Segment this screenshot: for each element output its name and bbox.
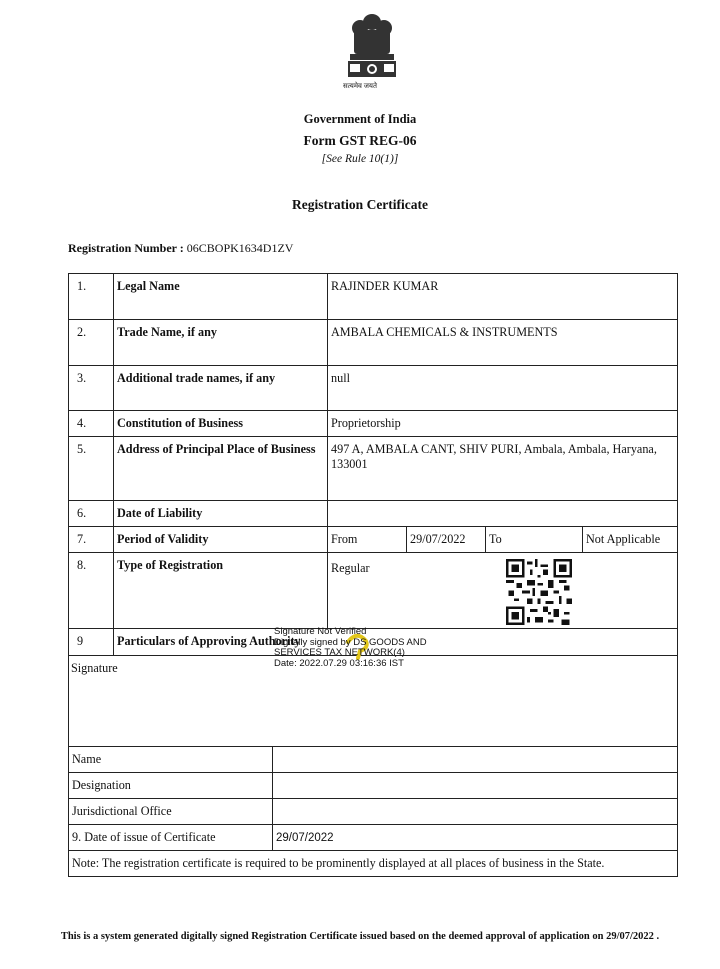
row-number: 5. — [69, 437, 114, 501]
row-value — [328, 501, 678, 527]
table-row — [69, 411, 678, 437]
row-label: Type of Registration — [114, 553, 328, 629]
row-label: Legal Name — [114, 274, 328, 320]
government-title: Government of India — [303, 112, 417, 126]
registration-number-value: 06CBOPK1634D1ZV — [186, 241, 294, 255]
row-value: 497 A, AMBALA CANT, SHIV PURI, Ambala, Ambala, Haryana, 133001 — [328, 437, 678, 501]
table-row — [69, 501, 678, 527]
table-row — [69, 799, 678, 825]
table-row — [69, 366, 678, 411]
signature-signer-org: SERVICES TAX NETWORK(4) — [274, 647, 405, 658]
authority-value — [273, 773, 678, 799]
signature-label: Signature — [71, 661, 118, 675]
row-label: Period of Validity — [114, 527, 328, 553]
signature-box — [68, 656, 678, 747]
row-label: Address of Principal Place of Business — [114, 437, 328, 501]
table-row — [69, 825, 678, 851]
registration-number — [68, 241, 293, 256]
signature-status: Signature Not Verified — [274, 626, 367, 637]
row-number: 1. — [69, 274, 114, 320]
authority-value: 29/07/2022 — [273, 825, 678, 851]
authority-label: Jurisdictional Office — [69, 799, 273, 825]
table-row — [69, 437, 678, 501]
table-row — [69, 851, 678, 877]
authority-value — [273, 799, 678, 825]
row-number: 7. — [69, 527, 114, 553]
table-row — [69, 773, 678, 799]
digital-signature-stamp — [274, 627, 427, 669]
row-value: RAJINDER KUMAR — [328, 274, 678, 320]
registration-details-table — [68, 273, 678, 656]
table-row — [69, 747, 678, 773]
row-number: 6. — [69, 501, 114, 527]
validity-to-label: To — [486, 527, 583, 553]
certificate-title: Registration Certificate — [291, 197, 429, 212]
authority-label: 9. Date of issue of Certificate — [69, 825, 273, 851]
form-title: Form GST REG-06 — [303, 133, 417, 148]
qr-code-icon — [506, 559, 572, 625]
row-label: Trade Name, if any — [114, 320, 328, 366]
row-label: Additional trade names, if any — [114, 366, 328, 411]
row-number: 8. — [69, 553, 114, 629]
footer-statement: This is a system generated digitally signed Registration Certificate issued based on the deemed approval of application on 29/07/2022 . — [60, 931, 660, 942]
row-value: null — [328, 366, 678, 411]
row-label: Constitution of Business — [114, 411, 328, 437]
row-value: Regular — [328, 553, 678, 629]
emblem-motto: सत्यमेव जयते — [343, 82, 377, 90]
rule-reference: [See Rule 10(1)] — [321, 153, 399, 165]
authority-value — [273, 747, 678, 773]
row-number: 9 — [69, 629, 114, 656]
validity-from-date: 29/07/2022 — [407, 527, 486, 553]
authority-table — [68, 746, 678, 877]
signature-signer: Digitally signed by DS GOODS AND — [274, 636, 427, 648]
row-value: AMBALA CHEMICALS & INSTRUMENTS — [328, 320, 678, 366]
row-label: Particulars of Approving Authority — [114, 629, 678, 656]
table-row — [69, 274, 678, 320]
row-number: 4. — [69, 411, 114, 437]
registration-number-label: Registration Number : — [68, 241, 184, 255]
table-row — [69, 527, 678, 553]
national-emblem-icon — [336, 8, 408, 90]
authority-label: Designation — [69, 773, 273, 799]
validity-to-date: Not Applicable — [583, 527, 678, 553]
row-number: 2. — [69, 320, 114, 366]
authority-label: Name — [69, 747, 273, 773]
row-value: Proprietorship — [328, 411, 678, 437]
row-label: Date of Liability — [114, 501, 328, 527]
display-note: Note: The registration certificate is required to be prominently displayed at all places of business in the State. — [69, 851, 678, 877]
row-number: 3. — [69, 366, 114, 411]
validity-from-label: From — [328, 527, 407, 553]
table-row — [69, 553, 678, 629]
signature-date: Date: 2022.07.29 03:16:36 IST — [274, 657, 404, 669]
table-row — [69, 320, 678, 366]
